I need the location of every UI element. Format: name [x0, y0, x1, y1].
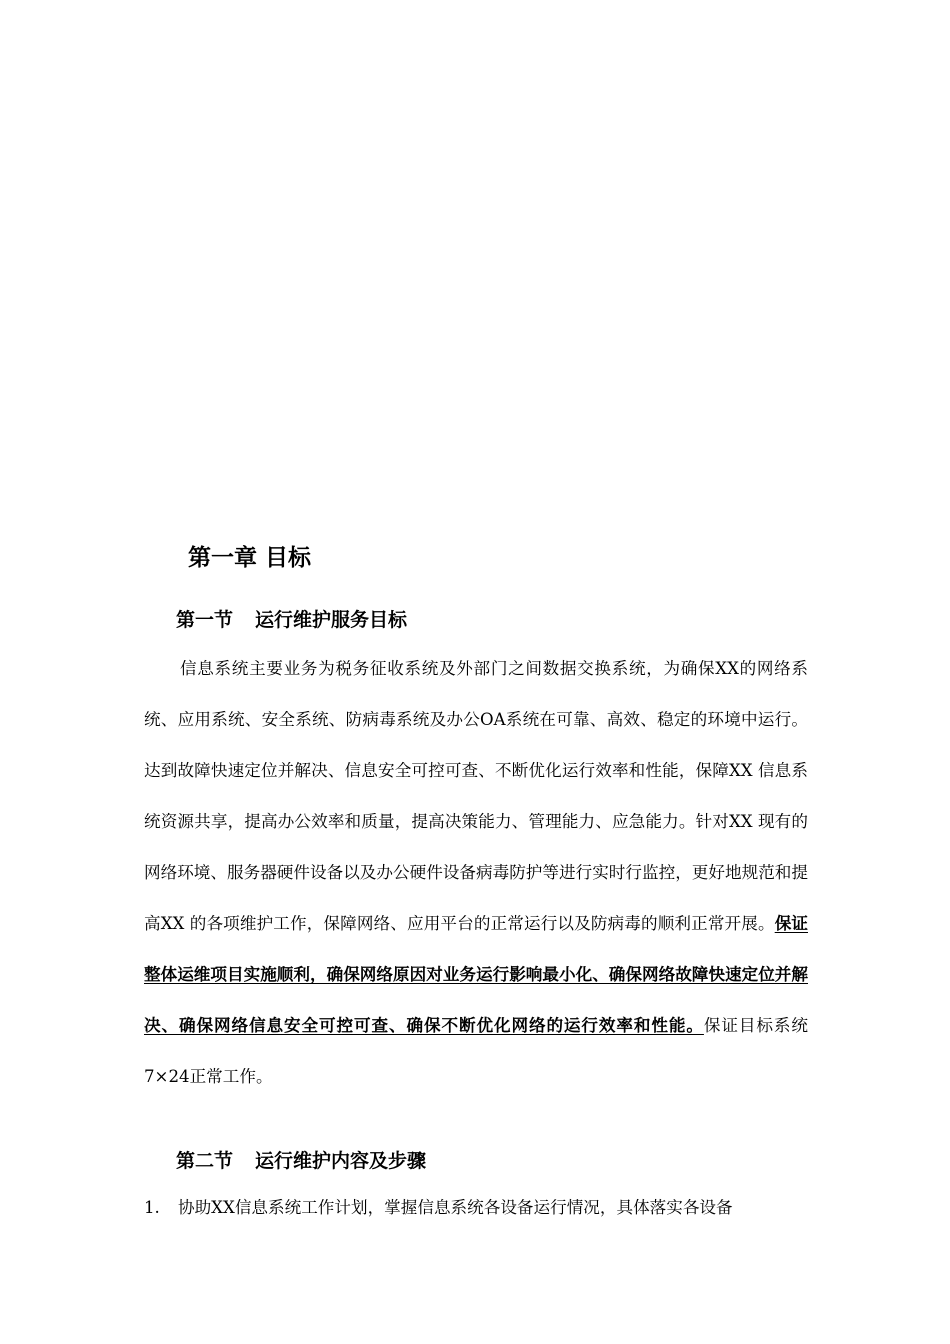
chapter-title: 第一章 目标	[188, 545, 312, 571]
list-item-text: 协助XX信息系统工作计划，掌握信息系统各设备运行情况，具体落实各设备	[178, 1198, 733, 1217]
section-number: 第一节	[176, 609, 234, 631]
section-number: 第二节	[176, 1150, 234, 1172]
section-heading-2	[176, 1146, 426, 1176]
list-marker: 1.	[144, 1198, 160, 1217]
emphasized-text: 保证整体运维项目实施顺利，确保网络原因对业务运行影响最小化、确保网络故障快速定位并解决、确保网络信息安全可控可查、确保不断优化网络的运行效率和性能。	[144, 914, 808, 1035]
section-heading-1	[176, 605, 407, 635]
paragraph-text-end: 保证目标系统7×24正常工作。	[144, 1016, 809, 1086]
list-item	[144, 1182, 808, 1233]
section-title: 运行维护服务目标	[255, 609, 408, 631]
body-paragraph	[144, 643, 808, 1102]
section-title: 运行维护内容及步骤	[255, 1150, 427, 1172]
paragraph-text: 信息系统主要业务为税务征收系统及外部门之间数据交换系统，为确保XX的网络系统、应用系统、安全系统、防病毒系统及办公OA系统在可靠、高效、稳定的环境中运行。达到故障快速定位并解决、信息安全可控可查、不断优化运行效率和性能，保障XX 信息系统资源共享，提高办公效率和质量，提高决策能力、管理能力、应急能力。针对XX 现有的网络环境、服务器硬件设备以及办公硬件设备病毒防护等进行实时行监控，更好地规范和提高XX 的各项维护工作，保障网络、应用平台的正常运行以及防病毒的顺利正常开展。	[144, 659, 808, 933]
